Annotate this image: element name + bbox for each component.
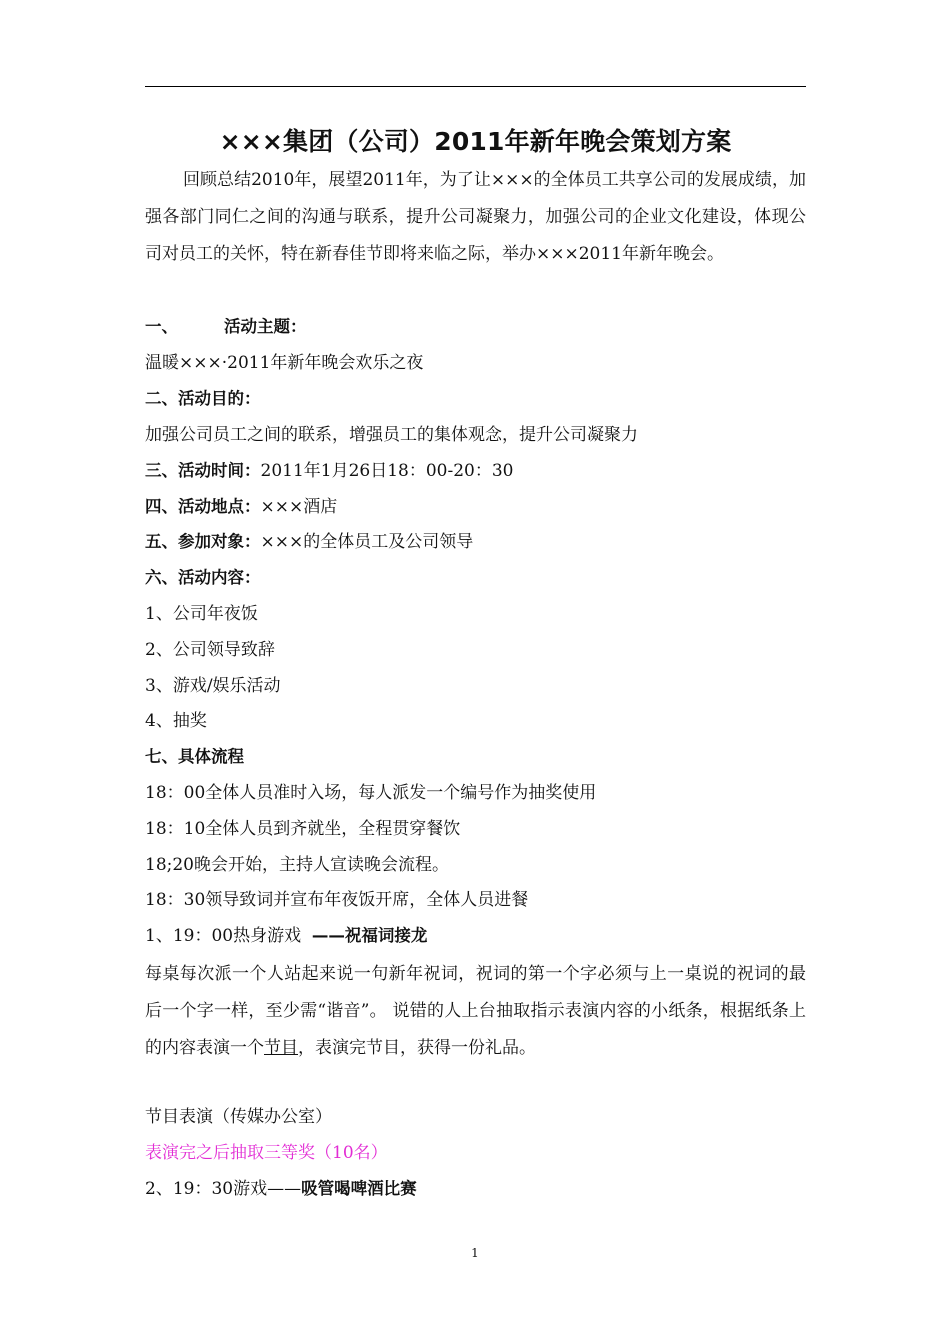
prize-line: 表演完之后抽取三等奖（10名） [145,1143,388,1163]
content-item: 4、抽奖 [145,711,207,731]
content-item: 3、游戏/娱乐活动 [145,676,281,696]
game-1-heading [145,924,806,948]
flow-item: 18：30领导致词并宣布年夜饭开席，全体人员进餐 [145,890,529,910]
section-3 [145,459,806,483]
section-7-heading: 七、具体流程 [145,747,244,766]
content-item: 1、公司年夜饭 [145,604,258,624]
section-2-heading: 二、活动目的： [145,389,261,408]
section-1-label: 活动主题： [224,317,307,336]
section-3-text: 2011年1月26日18：00-20：30 [260,461,514,481]
game-2-heading [145,1177,806,1201]
content-item: 2、公司领导致辞 [145,640,275,660]
game-1-desc-underlined: 节目 [264,1038,298,1058]
flow-item: 18：00全体人员准时入场，每人派发一个编号作为抽奖使用 [145,783,597,803]
game-1-description [145,956,806,1067]
section-1-text: 温暖×××·2011年新年晚会欢乐之夜 [145,353,424,373]
game-1-title: ——祝福词接龙 [311,926,428,945]
section-2-text: 加强公司员工之间的联系，增强员工的集体观念，提升公司凝聚力 [145,425,638,445]
flow-item: 18：10全体人员到齐就坐，全程贯穿餐饮 [145,819,461,839]
game-1-prefix: 1、19：00热身游戏 [145,926,312,946]
header-rule [145,86,806,87]
section-4 [145,495,806,519]
game-1-desc-b: ，表演完节目，获得一份礼品。 [298,1038,536,1058]
document-title: ×××集团（公司）2011年新年晚会策划方案 [219,127,732,156]
game-2-prefix: 2、19：30游戏—— [145,1179,302,1199]
game-2-title: 吸管喝啤酒比赛 [301,1179,417,1198]
section-5-label: 五、参加对象： [145,532,261,551]
section-3-label: 三、活动时间： [145,461,261,480]
section-5-text: ×××的全体员工及公司领导 [260,532,474,552]
page-number: 1 [471,1246,479,1260]
performance-line: 节目表演（传媒办公室） [145,1107,332,1127]
intro-paragraph: 回顾总结2010年，展望2011年，为了让×××的全体员工共享公司的发展成绩，加强各部门同仁之间的沟通与联系，提升公司凝聚力，加强公司的企业文化建设，体现公司对员工的关怀，特在新春佳节即将来临之际，举办×××2011年新年晚会。 [145,170,806,264]
game-1-desc-a: 每桌每次派一个人站起来说一句新年祝词，祝词的第一个字必须与上一桌说的祝词的最后一个字一样，至少需“谐音”。 说错的人上台抽取指示表演内容的小纸条，根据纸条上的内容表演一个 [145,964,806,1058]
section-6-heading: 六、活动内容： [145,568,261,587]
section-1-number: 一、 [145,317,178,336]
section-5 [145,530,806,554]
section-4-label: 四、活动地点： [145,497,261,516]
flow-item: 18;20晚会开始，主持人宣读晚会流程。 [145,855,449,875]
section-4-text: ×××酒店 [260,497,338,517]
section-1-heading [145,315,806,339]
